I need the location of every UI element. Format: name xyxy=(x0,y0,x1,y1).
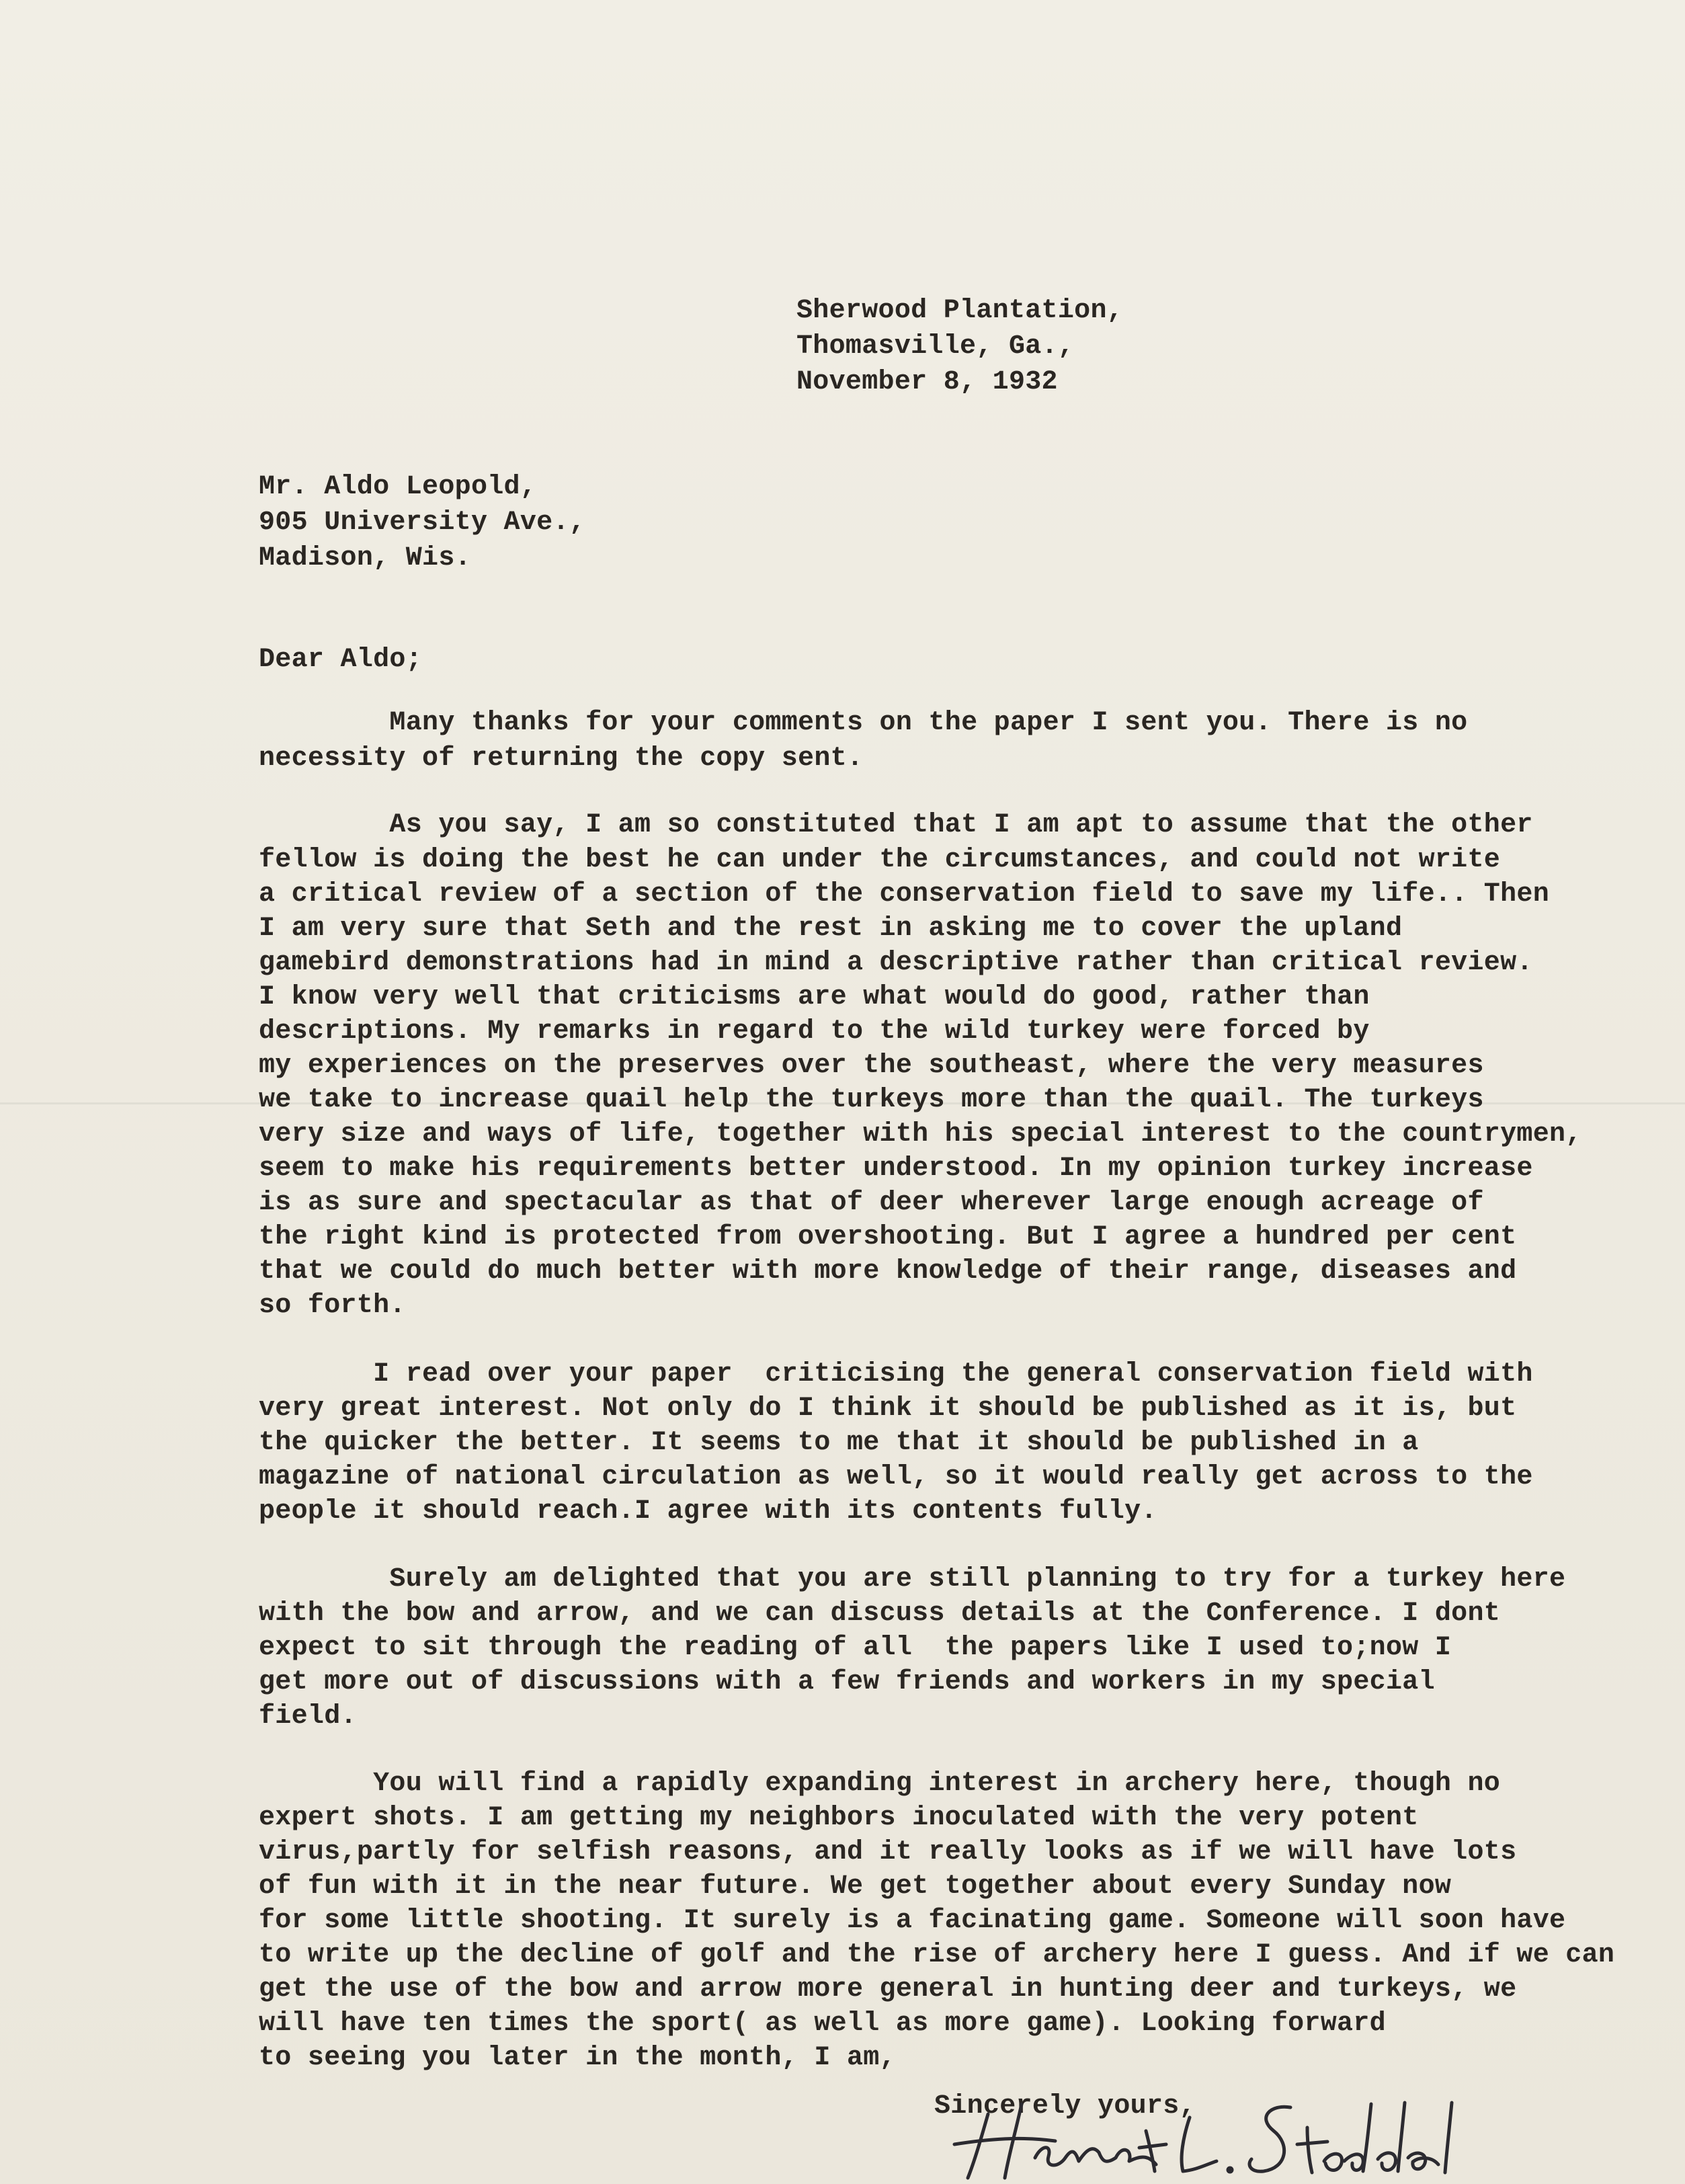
body-line: the right kind is protected from overshooting. But I agree a hundred per cent xyxy=(259,1222,1517,1252)
body-line: so forth. xyxy=(259,1291,406,1321)
address-line-3: Madison, Wis. xyxy=(259,543,471,573)
heading-line-1: Sherwood Plantation, xyxy=(796,296,1124,326)
body-line: descriptions. My remarks in regard to the wild turkey were forced by xyxy=(259,1016,1370,1047)
body-line: that we could do much better with more knowledge of their range, diseases and xyxy=(259,1256,1517,1287)
body-line: people it should reach.I agree with its contents fully. xyxy=(259,1496,1157,1527)
body-line: to seeing you later in the month, I am, xyxy=(259,2043,896,2073)
body-line: to write up the decline of golf and the rise of archery here I guess. And if we can xyxy=(259,1940,1615,1970)
body-line: virus,partly for selfish reasons, and it really looks as if we will have lots xyxy=(259,1837,1517,1867)
heading-line-2: Thomasville, Ga., xyxy=(796,331,1075,362)
body-line: we take to increase quail help the turkeys more than the quail. The turkeys xyxy=(259,1085,1484,1115)
body-line: the quicker the better. It seems to me that it should be published in a xyxy=(259,1428,1419,1458)
body-line: Many thanks for your comments on the paper I sent you. There is no xyxy=(259,708,1468,738)
body-line: fellow is doing the best he can under the circumstances, and could not write xyxy=(259,845,1501,875)
body-line: very size and ways of life, together with his special interest to the countrymen, xyxy=(259,1119,1582,1149)
body-line: get the use of the bow and arrow more general in hunting deer and turkeys, we xyxy=(259,1974,1517,2005)
body-line: Surely am delighted that you are still planning to try for a turkey here xyxy=(259,1564,1566,1594)
body-line: I am very sure that Seth and the rest in asking me to cover the upland xyxy=(259,914,1403,944)
body-line: a critical review of a section of the conservation field to save my life.. Then xyxy=(259,879,1550,909)
body-line: necessity of returning the copy sent. xyxy=(259,743,864,774)
body-line: expert shots. I am getting my neighbors inoculated with the very potent xyxy=(259,1803,1419,1833)
body-line: I read over your paper criticising the general conservation field with xyxy=(259,1359,1533,1389)
body-line: field. xyxy=(259,1701,357,1732)
body-line: As you say, I am so constituted that I am apt to assume that the other xyxy=(259,810,1533,840)
body-line: for some little shooting. It surely is a facinating game. Someone will soon have xyxy=(259,1906,1566,1936)
body-line: expect to sit through the reading of all the papers like I used to;now I xyxy=(259,1633,1452,1663)
address-line-2: 905 University Ave., xyxy=(259,508,586,538)
body-line: You will find a rapidly expanding interest in archery here, though no xyxy=(259,1769,1501,1799)
body-line: seem to make his requirements better understood. In my opinion turkey increase xyxy=(259,1154,1533,1184)
body-line: with the bow and arrow, and we can discuss details at the Conference. I dont xyxy=(259,1599,1501,1629)
handwritten-signature xyxy=(941,2077,1479,2184)
body-line: magazine of national circulation as well, so it would really get across to the xyxy=(259,1462,1533,1492)
address-line-1: Mr. Aldo Leopold, xyxy=(259,472,537,502)
body-line: my experiences on the preserves over the southeast, where the very measures xyxy=(259,1051,1484,1081)
body-line: of fun with it in the near future. We get together about every Sunday now xyxy=(259,1871,1452,1902)
body-line: very great interest. Not only do I think it should be published as it is, but xyxy=(259,1393,1517,1424)
body-line: I know very well that criticisms are what would do good, rather than xyxy=(259,982,1370,1012)
body-line: get more out of discussions with a few friends and workers in my special xyxy=(259,1667,1435,1697)
salutation: Dear Aldo; xyxy=(259,645,423,675)
closing: Sincerely yours, xyxy=(934,2091,1196,2121)
body-line: is as sure and spectacular as that of deer wherever large enough acreage of xyxy=(259,1188,1484,1218)
heading-date: November 8, 1932 xyxy=(796,367,1058,397)
body-line: will have ten times the sport( as well as more game). Looking forward xyxy=(259,2009,1386,2039)
body-line: gamebird demonstrations had in mind a descriptive rather than critical review. xyxy=(259,948,1533,978)
